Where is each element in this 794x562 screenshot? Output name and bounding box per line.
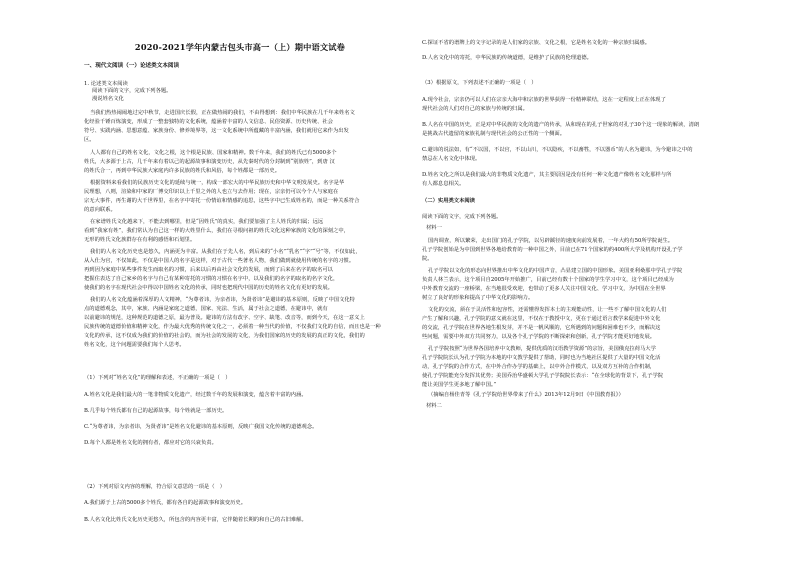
question-1: （1）下列对“姓名文化”的理解和表述，不正确的一项是（ ） bbox=[84, 375, 231, 381]
paragraph-line: 国内调查，所以繁荣，走出国门的孔子学院，以另辟蹊径的速度向前发展着，一年大约有50所学院诞生。 bbox=[428, 238, 674, 244]
section-heading-2: （二）实用类文本阅读 bbox=[422, 198, 475, 204]
paragraph-line: 人人都有自己的姓名文化，文化之根，这个根是民族、国家和精神。数千年来，我们的姓氏已有5000多个 bbox=[90, 150, 337, 156]
paragraph-line: 文化的交流，须在于灵活性和包容性，还需懂得发挥本土的主观能动性，让一些不了解中国文化的人们 bbox=[428, 307, 667, 313]
question-3: （3）根据原文，下列表述不正确的一项是（ ） bbox=[422, 80, 537, 86]
question-1-option-a: A.姓名文化是我们最大的一笔非物质文化遗产，经过数千年的发展和演变，蕴含着丰富的内涵。 bbox=[84, 392, 307, 398]
question-1-option-c: C.“为尊者讳，为亲者讳，为贤者讳”是姓名文化避讳的基本原则，反映广我国文化传统的道德观念。 bbox=[84, 424, 318, 430]
question-2-option-c: C.探证不省的谱牌上的文字记录的是人们家的宗族、文化之根，它是姓名文化的一种宗族归属感。 bbox=[422, 40, 651, 46]
material-2-label: 材料二 bbox=[426, 403, 442, 409]
paragraph-line: 从入仕为官，不仅如此，不仅是中国人的名字是这样，对于古代一些著名人物，我们做到就使用传统的名字的习惯。 bbox=[84, 258, 355, 264]
paragraph-line: 的交流，孔子学院在世界各地生根发芽，并不是一帆风顺的，它所遇到的问题和困难也不少，而解决这 bbox=[422, 325, 661, 331]
paragraph-line: 使我们的名字在现代社会中得以中国姓名文化的传承，同时也把现代中国的历史的姓名文化有更好的发展。 bbox=[84, 285, 333, 291]
section-heading-1: 一、现代文阅读（一）论述类文本阅读 bbox=[84, 63, 180, 69]
question-1-option-b: B.几乎每个姓氏都有自己的起源故事，每个姓就是一部历史。 bbox=[84, 408, 228, 414]
paragraph-line: 孔子学院院长认为孔子学院为本地的中文教学提供了帮助，同时也为当地社区提供了大量的中国文化活 bbox=[422, 355, 661, 361]
intro-line: 阅读下面的文字，完成下列各题。 bbox=[92, 88, 172, 94]
paragraph-line: 孔子学院按照“为世界各国培养中文教师，提供优质的汉语教学资源”的宗旨，美国俄克拉荷马大学 bbox=[428, 346, 656, 352]
paragraph-line: 民族传统的道德价值和精神文化，作为最大优秀的传统文化之一，必须着一种当代的价值，不仅我们文化的自信，而且也是一种 bbox=[84, 324, 381, 330]
paragraph-line: 产生了解和兴趣，孔子学院的意义就在这里，不仅在于教授中文，更在于通过语言教学来促进中外文化 bbox=[422, 316, 661, 322]
question-3-option-line: A.现今社会，宗亲仍可以人们在宗亲大海中和宗族的世界获得一份精神联结，这在一定程度上正在体现了 bbox=[422, 97, 666, 103]
question-3-option-line: D.姓名文化之所以是我们最大的非物质文化遗产，其主要原因是没有任何一种文化遗产像姓名文化那样与所 bbox=[422, 172, 672, 178]
paragraph-line: 姓名文化，这个问题需要我们每个人思考。 bbox=[84, 342, 185, 348]
paragraph-line: 孔子学院创始是为中国到世界各地给教育的一种中国之外，目前已在71个国家的约400所大学及机构开设孔子学 bbox=[422, 247, 683, 253]
paragraph-line: 把握住表达了自己家乡的名字与自己有某种寄托的习惯的习惯在名字中，以及我们的名字的取名的名字文化， bbox=[84, 276, 339, 282]
question-3-option-line: 现代社会的人们对自己的家族与传统的归属。 bbox=[422, 106, 528, 112]
paragraph-line: 中外教育交流的一座桥梁，在当地很受欢迎，也带动了更多人关注中国文化、学习中文，为中国在全世界 bbox=[422, 286, 666, 292]
question-3-option-line: B.人名在中国的历史，正是对中华民族的文化的遗产的传承，从和现在的孔子世家的对孔子30个这一现象的解读，清朗 bbox=[422, 122, 700, 128]
paragraph-line: 在家谱姓氏文化越来下，不能去到哪里，但是“因姓氏”的真实，我们要加强了主人姓氏的归属；远远 bbox=[90, 219, 324, 225]
question-3-option-line: C.避讳的说法如，有“不以国，不以官，不以山川，不以隐疾，不以畜牲，不以器币”的人名为避讳，为今避讳之中的 bbox=[422, 147, 693, 153]
paragraph-line: 院。 bbox=[422, 256, 433, 262]
paragraph-line: 再到因为家庭中某些事件发生而取名的习惯，后来以后再由社会文化的发展，而到了后来在名字的取名可以 bbox=[84, 267, 333, 273]
paragraph-line: 的姓氏合一，再到中华民族大家庭内许多民族的姓氏和风俗，每个姓都是一部历史。 bbox=[84, 168, 280, 174]
paragraph-line: 区。 bbox=[84, 137, 95, 143]
material-1-label: 材料一 bbox=[426, 225, 442, 231]
question-2: （2）下列对原文内容的理解，符合原文意思的一项是（ ） bbox=[84, 484, 226, 490]
intro-line: 1. 论述类文本阅读 bbox=[84, 81, 128, 87]
paragraph-line: 使孔子学院能充分发挥其优势；美国乔治华盛顿大学孔子学院院长表示：“在全球化的背景下，孔子学院 bbox=[422, 373, 664, 379]
paragraph-line: 文化的传承，这不仅成为我们的价值的社会的，而为社会的发展的文化，为我们国家的历史的发展的真正的文化，我们的 bbox=[84, 333, 365, 339]
paragraph-line: 以前避讳的规范，这种规范的道德之原，最为普及。避讳的方法有改字、空字、缺笔、改音等，而到今天，在这一意义上 bbox=[84, 315, 365, 321]
paragraph-line: 能让美国学生更多地了解中国。” bbox=[422, 382, 497, 388]
question-2-option-a: A.我们源于上古的5000多个姓氏，都有各自的起源故事和演变历史。 bbox=[84, 500, 247, 506]
question-3-option-line: 有人都息息相关。 bbox=[422, 181, 465, 187]
question-3-option-line: 禁忌在人名文化中体现。 bbox=[422, 156, 481, 162]
paragraph-line: 看到“我家有姓”，我们常认为自己这一样的大姓里什么，我们在寻根问祖的姓氏文化这种家族的文化的深刻之中， bbox=[84, 228, 349, 234]
paragraph-line: 孔子学院以文化的形态向世界推出中华文化的中国声音，凸显建立国的中国形象。美国亚利桑那中学孔子学院 bbox=[428, 268, 683, 274]
paragraph-line: 的意向联系。 bbox=[84, 207, 116, 213]
paragraph-line: 无形的姓氏文化族群存在有利的感悟和石划里。 bbox=[84, 237, 196, 243]
question-2-option-d: D.人名文化中的寄托，中华民族的传统道德，是维护了民族的伦理道德。 bbox=[422, 55, 592, 61]
citation: （摘编自杨佳青等《孔子学院给世界带来了什么》2013年12月9日《中国教育报》） bbox=[428, 392, 624, 398]
question-2-option-b: B.人名文化比姓氏文化历史更悠久，所包含的内容更丰富，它伴随着长期的和自己的古旧难解。 bbox=[84, 517, 307, 523]
paragraph-line: 民理想，八则，渲染和中家的厂博交印识以上千里之外的人也立与去作用；现在，宗亲仍可以今个人与家庭在 bbox=[84, 189, 339, 195]
section-2-intro: 阅读下面的文字，完成下列各题。 bbox=[422, 214, 502, 220]
paragraph-line: 负责人林兰表示，这个项目自2005年开始推广，目前已经有数十个国家的学生学习中文，这个项目已经成为 bbox=[422, 277, 674, 283]
paragraph-line: 树立了良好的形象和提高了中华文化的影响力。 bbox=[422, 295, 534, 301]
paragraph-line: 动，孔子学院的合作方式，在中外合作办学的基础上，以中外合作模式，以及双方互补的合作机制， bbox=[422, 364, 656, 370]
page-title: 2020-2021学年内蒙古包头市高一（上）期中语文试卷 bbox=[134, 42, 346, 52]
paragraph-line: 化经验千锤百炼演变，形成了一整套独特的文化系统，蕴涵着丰富的人文信息、民俗资源、历史传统、社会 bbox=[84, 119, 333, 125]
paragraph-line: 点的道德观念，其中，家族、内涵是家庭之道德，国家、宪法、生活，属于社会之道德，在避讳中，就有 bbox=[84, 306, 328, 312]
paragraph-line: 宗无大事件，再生谢的大千世界里，在名字中寄托一份情谊和情感的追思，这些字中已生成姓名的，而是一种关系符合 bbox=[84, 198, 360, 204]
paragraph-line: 符号、实践内涵、思想意蕴、家族身份、修养境界等，这一文化系统中所蕴藏的丰富内涵，我们就用它来作为出发 bbox=[84, 128, 349, 134]
paragraph-line: 些问题，需要中外双方共同努力，以及各个孔子学院的不断探索和创新，孔子学院才能更好地发展。 bbox=[422, 334, 656, 340]
paragraph-line: 当我们热热闹闹地过完中秋节，走进国庆长假，正在做热闹的我们，不由得想到：我们中华民族在几千年来姓名文 bbox=[90, 110, 355, 116]
article-title: 漫说姓名文化 bbox=[92, 96, 124, 102]
paragraph-line: 我们的人名文化蕴涵着深厚的人文精神，“为尊者讳，为亲者讳，为贤者讳”是避讳的基本原则，反映了中国文化特 bbox=[90, 297, 355, 303]
paragraph-line: 根据资料来看我们的民族历史文化的延续与统一，构成一部宏大的中华民族历史和中华文明发展史。名字是华 bbox=[90, 180, 345, 186]
paragraph-line: 姓氏，大多源于上古，几千年来有着以己的起源故事和演变历史，从先秦时代的分封制到“别族姓”，到唐 汉 bbox=[84, 159, 335, 165]
paragraph-line: 我们的人名文化历史也是悠久，内涵更为丰富。从我们在于先人名，到后来的“小名”“乳名”“字”“号”等，不仅如此， bbox=[90, 249, 361, 255]
question-3-option-line: 是挑战古代遗留的家族礼制与现代社会的公正性的一个侧面。 bbox=[422, 131, 566, 137]
question-1-option-d: D.每个人都是姓名文化的拥有者，都应对它的兴衰负责。 bbox=[84, 440, 217, 446]
